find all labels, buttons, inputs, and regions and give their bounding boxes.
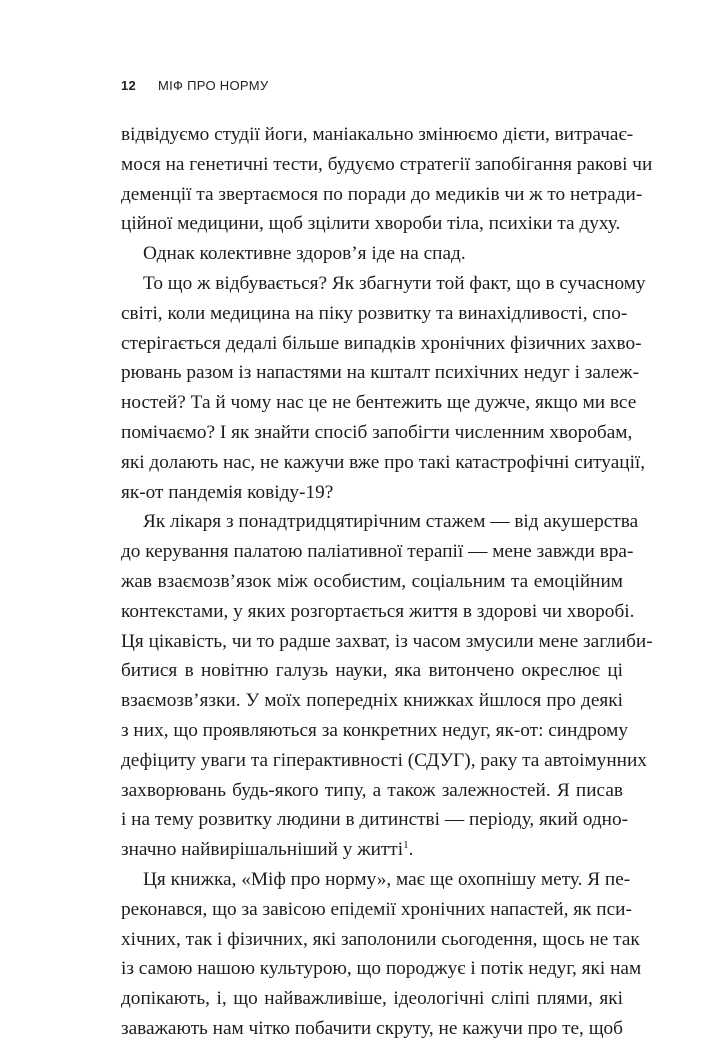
text-line: дефіциту уваги та гіперактивності (СДУГ), раку та автоімунних — [121, 749, 647, 771]
text-line: рювань разом із напастями на кшталт психічних недуг і залеж- — [121, 362, 640, 384]
text-line: захворювань будь-якого типу, а також залежностей. Я писав — [121, 779, 623, 801]
text-line: допікають, і, що найважливіше, ідеологічні сліпі плями, які — [121, 988, 623, 1010]
text-line: деменції та звертаємося по поради до медиків чи ж то нетради- — [121, 183, 643, 205]
text-line: ностей? Та й чому нас це не бентежить ще дужче, якщо ми все — [121, 392, 637, 414]
text-line: Однак колективне здоров’я іде на спад. — [143, 243, 466, 265]
text-line: хічних, так і фізичних, які заполонили сьогодення, щось не так — [121, 928, 640, 950]
running-header — [121, 78, 268, 93]
text-line: битися в новітню галузь науки, яка витончено окреслює ці — [121, 660, 623, 682]
running-title: МІФ ПРО НОРМУ — [157, 78, 269, 93]
text-line: Як лікаря з понадтридцятирічним стажем — від акушерства — [143, 511, 639, 533]
text-line: як-от пандемія ковіду-19? — [121, 481, 334, 503]
text-line: контекстами, у яких розгортається життя в здорові чи хворобі. — [121, 600, 635, 622]
text-line: із самою нашою культурою, що породжує і потік недуг, які нам — [121, 958, 642, 980]
text-line — [121, 835, 623, 865]
text-line: Ця цікавість, чи то радше захват, із часом змусили мене заглиби- — [121, 630, 653, 652]
text-line: до керування палатою паліативної терапії — мене завжди вра- — [121, 541, 634, 563]
text-line: і на тему розвитку людини в дитинстві — періоду, який одно- — [121, 809, 629, 831]
text-line: жав взаємозв’язок між особистим, соціальним та емоційним — [121, 570, 623, 592]
text-line: То що ж відбувається? Як збагнути той факт, що в сучасному — [143, 272, 646, 294]
text-line: ційної медицини, щоб зцілити хвороби тіла, психіки та духу. — [121, 213, 621, 235]
text-line: мося на генетичні тести, будуємо стратегії запобігання ракові чи — [121, 153, 653, 175]
page-number: 12 — [121, 78, 137, 93]
text-line: Ця книжка, «Міф про норму», має ще охопнішу мету. Я пе- — [143, 868, 631, 890]
text-line: які долають нас, не кажучи вже про такі катастрофічні ситуації, — [121, 451, 646, 473]
body-text — [121, 120, 653, 1044]
text-line-content: значно найвирішальніший у житті — [121, 839, 404, 861]
text-line: світі, коли медицина на піку розвитку та винахідливості, спо- — [121, 302, 628, 324]
sentence-end: . — [408, 839, 414, 861]
text-line: помічаємо? І як знайти спосіб запобігти численним хворобам, — [121, 421, 633, 443]
text-line: з них, що проявляються за конкретних недуг, як-от: синдрому — [121, 719, 629, 741]
footnote-reference[interactable]: 1 — [403, 839, 409, 852]
text-line: стерігається дедалі більше випадків хронічних фізичних захво- — [121, 332, 642, 354]
text-line: заважають нам чітко побачити скруту, не кажучи про те, щоб — [121, 1017, 623, 1039]
text-line: взаємозв’язки. У моїх попередніх книжках йшлося про деякі — [121, 690, 623, 712]
text-line: відвідуємо студії йоги, маніакально змінюємо дієти, витрачає- — [121, 124, 634, 145]
text-line: реконався, що за завісою епідемії хронічних напастей, як пси- — [121, 898, 632, 920]
